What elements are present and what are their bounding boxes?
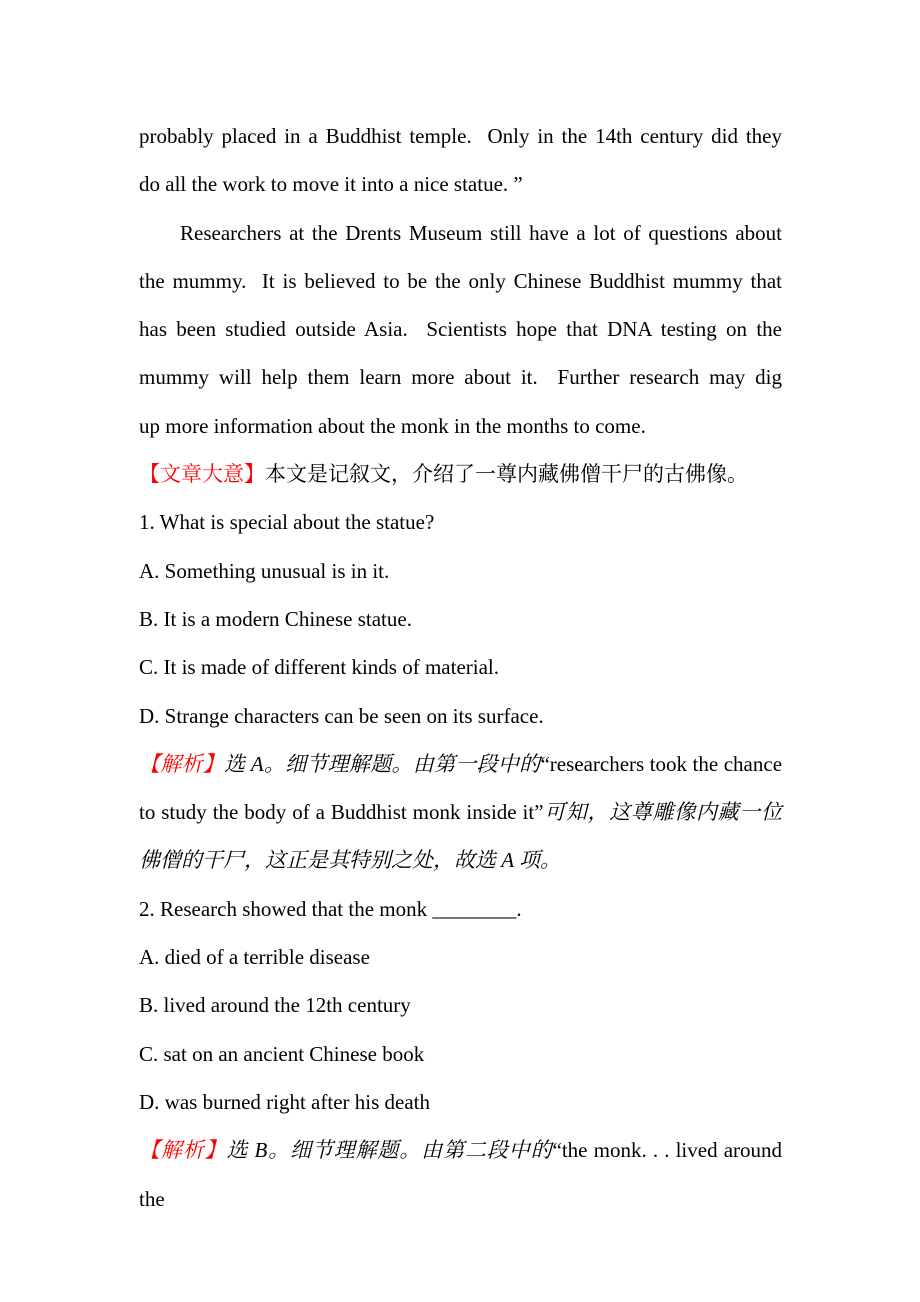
option-text: B. lived around the 12th century [139,993,411,1018]
analysis-label: 【解析】 [139,1138,227,1163]
passage-line [139,112,782,160]
passage-line [139,353,782,401]
question-2-option-c [139,1030,782,1078]
document-page [139,112,788,1223]
summary-text: 本文是记叙文，介绍了一尊内藏佛僧干尸的古佛像。 [265,462,748,487]
passage-text: Researchers at the Drents Museum still have a lot of questions about [180,220,782,245]
passage-line [139,209,782,257]
passage-text: do all the work to move it into a nice statue. ” [139,172,523,197]
passage-text: up more information about the monk in the months to come. [139,413,646,438]
passage-line [139,402,782,450]
question-2-option-d [139,1078,782,1126]
analysis-2-line [139,1126,788,1223]
question-text: 2. Research showed that the monk ________. [139,896,522,921]
question-1-option-a [139,547,782,595]
analysis-text-cn: 选 A。细节理解题。由第一段中的 [224,751,541,776]
analysis-text-cn: 佛僧的干尸，这正是其特别之处，故选 A 项。 [139,848,561,873]
option-text: D. Strange characters can be seen on its surface. [139,703,544,728]
passage-line [139,257,782,305]
option-text: D. was burned right after his death [139,1089,430,1114]
analysis-text-en: to study the body of a Buddhist monk inside it” [139,800,544,825]
analysis-1-line [139,788,782,836]
option-text: C. sat on an ancient Chinese book [139,1041,425,1066]
analysis-1-line [139,740,782,788]
analysis-text-en: “the monk. . . lived around the [139,1138,788,1211]
option-text: A. Something unusual is in it. [139,558,390,583]
analysis-1-line [139,836,782,884]
summary-line [139,450,782,498]
passage-line [139,160,782,208]
question-1-text [139,498,782,546]
passage-line [139,305,782,353]
analysis-text-cn: 选 B。细节理解题。由第二段中的 [226,1138,553,1163]
question-text: 1. What is special about the statue? [139,510,435,535]
option-text: A. died of a terrible disease [139,945,370,970]
passage-text: probably placed in a Buddhist temple. Only in the 14th century did they [139,124,782,148]
passage-text: has been studied outside Asia. Scientists hope that DNA testing on the [139,317,782,342]
question-2-text [139,885,782,933]
analysis-text-cn: 可知，这尊雕像内藏一位 [543,800,782,825]
passage-text: mummy will help them learn more about it. Further research may dig [139,365,782,390]
passage-text: the mummy. It is believed to be the only Chinese Buddhist mummy that [139,268,782,293]
question-1-option-c [139,643,782,691]
option-text: C. It is made of different kinds of material. [139,655,500,680]
question-1-option-b [139,595,782,643]
analysis-label: 【解析】 [139,751,225,776]
question-2-option-b [139,981,782,1029]
analysis-text-en: “researchers took the chance [540,751,783,776]
question-1-option-d [139,692,782,740]
summary-label: 【文章大意】 [139,462,265,487]
option-text: B. It is a modern Chinese statue. [139,606,412,631]
question-2-option-a [139,933,782,981]
